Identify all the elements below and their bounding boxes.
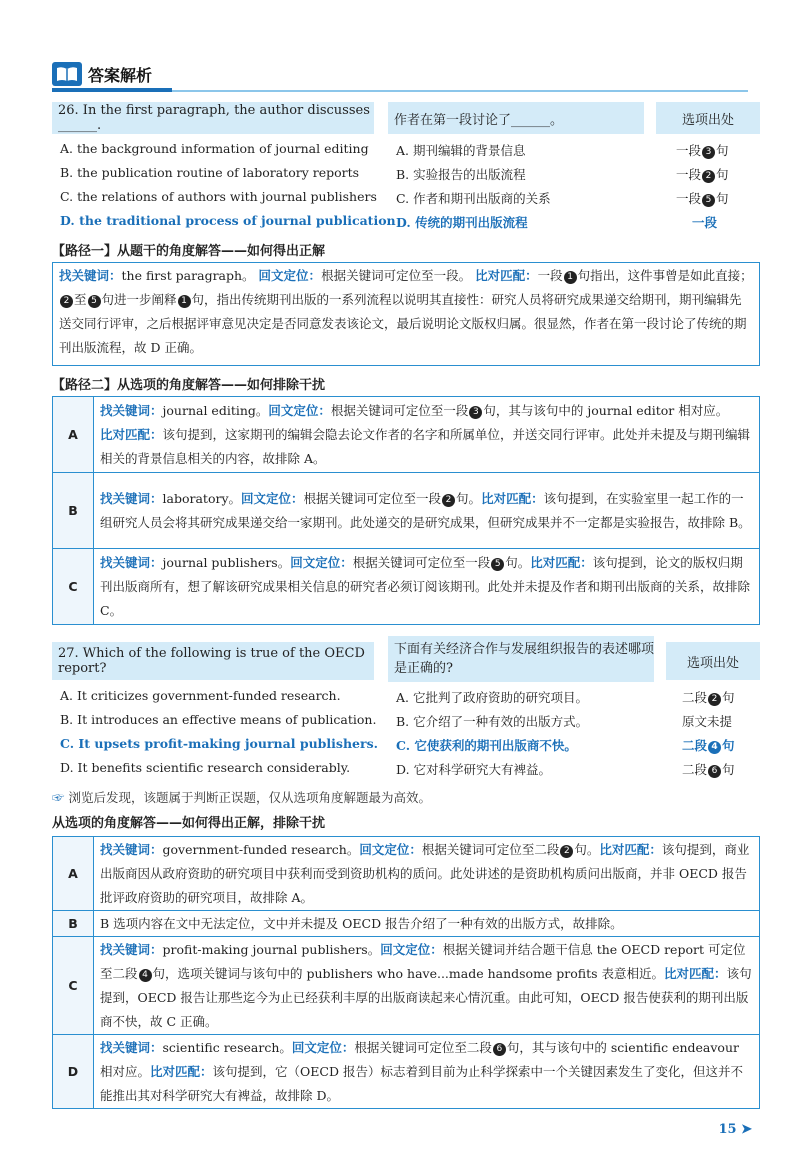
option-analysis [94,937,760,1035]
q26-path1-panel [52,262,760,366]
match-text: 该句提到，商业出版商因从政府资助的研究项目中获利而受到资助机构的质问。此处讲述的是资助机构质问出版商，并非 OECD 报告批评政府资助的研究项目，故排除 A。 [100,841,750,905]
src-pre: 一段 [676,143,702,158]
q27-source-header-text: 选项出处 [686,655,739,671]
locate-text: 句，其与该句中的 scientific endeavour 相对应。 [100,1039,739,1079]
label-match: 比对匹配： [475,268,538,283]
q26-option-a-source [676,141,729,159]
label-locate: 回文定位： [241,490,304,506]
keyword-text: government-funded research。 [162,841,360,857]
locate-text: 根据关键词可定位至二段 [354,1039,492,1055]
book-icon [52,62,82,86]
page-number [718,1122,752,1137]
locate-text: 根据关键词可定位至一段 [303,490,442,506]
label-match: 比对匹配： [150,1063,213,1079]
sentence-number-badge: 3 [469,406,482,419]
label-locate: 回文定位： [359,841,422,857]
src-pre: 一段 [676,191,702,206]
q26-option-c-source [676,189,729,207]
keyword-text: laboratory。 [162,490,242,506]
label-match: 比对匹配： [100,426,163,442]
table-row [53,473,760,549]
match-text: 句指出，这件事曾是如此直接； [577,268,753,283]
sentence-number-badge: 2 [560,845,573,858]
sentence-number-badge: 5 [88,295,101,308]
pointing-hand-icon: ☞ [52,790,65,805]
option-key: B [53,473,94,549]
q27-stem-cn [388,636,654,682]
label-locate: 回文定位： [268,402,331,418]
locate-text: 句，选项关键词与该句中的 publishers who have...made handsome profits 表意相近。 [152,965,665,981]
label-match: 比对匹配： [599,841,662,857]
q27-stem-en [52,642,374,680]
q26-option-a-cn: A. 期刊编辑的背景信息 [396,143,526,158]
sentence-number-badge: 2 [702,170,715,183]
locate-text: 句，其与该句中的 journal editor 相对应。 [483,402,729,418]
sentence-number-badge: 3 [702,146,715,159]
keyword-text: journal publishers。 [162,554,291,570]
match-text: 该句提到，这家期刊的编辑会隐去论文作者的名字和所属单位，并送交同行评审。此处并未提及与期刊编辑相关的背景信息相关的内容，故排除 A。 [100,426,751,466]
keyword-text: scientific research。 [162,1039,292,1055]
option-analysis [94,1035,760,1109]
option-key: A [53,397,94,473]
q26-path2-title: 【路径二】从选项的角度解答——如何排除干扰 [52,378,326,393]
header-accent-bar [52,88,172,92]
q26-option-d-en: D. the traditional process of journal publication [60,213,396,228]
q27-stem-en-text: 27. Which of the following is true of the OECD report? [58,646,365,676]
table-row [53,837,760,911]
q26-option-a-en: A. the background information of journal editing [60,141,369,156]
option-analysis [94,549,760,625]
option-analysis [94,473,760,549]
src-post: 句 [722,762,735,777]
label-keyword: 找关键词： [59,268,122,283]
q27-analysis-table [52,836,760,1109]
q26-path2-table [52,396,760,625]
label-match: 比对匹配： [530,554,593,570]
label-locate: 回文定位： [258,268,322,283]
q26-option-b-cn: B. 实验报告的出版流程 [396,167,526,182]
sentence-number-badge: 2 [708,693,721,706]
keyword-text: profit-making journal publishers。 [162,941,381,957]
q27-option-b-en: B. It introduces an effective means of publication. [60,712,377,727]
table-row [53,397,760,473]
q26-stem-en [52,102,374,134]
q27-option-c-source [682,736,735,754]
q27-source-header [666,642,760,680]
table-row [53,937,760,1035]
q27-option-c-cn: C. 它使获利的期刊出版商不快。 [396,738,577,753]
match-text: 句，指出传统期刊出版的一系列流程以说明其直接性：研究人员将研究成果递交给期刊，期刊编辑先送交同行评审，之后根据评审意见决定是否同意发表该论文，最后说明论文版权归属。很显然，作者在第一段讨论了传统的期刊出版流程，故 D 正确。 [59,292,747,355]
match-text: 该句提到，在实验室里一起工作的一组研究人员会将其研究成果递交给一家期刊。此处递交的是研究成果，但研究成果并不一定都是实验报告，故排除 B。 [100,490,751,530]
label-keyword: 找关键词： [100,1039,163,1055]
q26-option-b-source [676,165,729,183]
label-keyword: 找关键词： [100,841,163,857]
option-analysis: B 选项内容在文中无法定位，文中并未提及 OECD 报告介绍了一种有效的出版方式，故排除。 [94,911,760,937]
q27-option-c-en: C. It upsets profit-making journal publishers. [60,736,378,751]
q26-path1-title: 【路径一】从题干的角度解答——如何得出正解 [52,244,326,259]
src-post: 句 [722,738,735,753]
sentence-number-badge: 6 [708,765,721,778]
option-analysis [94,837,760,911]
q27-tip [52,788,431,806]
src-pre: 二段 [682,738,708,753]
section-header [52,62,152,86]
q27-option-d-cn: D. 它对科学研究大有裨益。 [396,762,552,777]
sentence-number-badge: 1 [564,271,577,284]
match-text: 句进一步阐释 [101,292,177,307]
section-title: 答案解析 [88,65,153,85]
locate-text: 句。 [456,490,482,506]
option-key: D [53,1035,94,1109]
label-locate: 回文定位： [290,554,353,570]
q27-option-d-source [682,760,735,778]
locate-text: 根据关键词可定位至一段 [352,554,491,570]
label-keyword: 找关键词： [100,554,163,570]
match-text: 一段 [537,268,563,283]
table-row [53,911,760,937]
q26-stem-en-text: 26. In the first paragraph, the author discusses ______. [58,103,370,133]
q27-path-title: 从选项的角度解答——如何得出正解，排除干扰 [52,816,326,831]
sentence-number-badge: 5 [491,558,504,571]
q27-option-a-cn: A. 它批判了政府资助的研究项目。 [396,690,588,705]
q27-option-a-en: A. It criticizes government-funded research. [60,688,341,703]
locate-text: 根据关键词可定位至一段。 [321,268,472,283]
label-locate: 回文定位： [291,1039,355,1055]
table-row [53,1035,760,1109]
locate-text: 根据关键词可定位至二段 [421,841,560,857]
locate-text: 根据关键词并结合题干信息 the OECD report 可定位至二段 [100,941,746,981]
keyword-text: the first paragraph。 [121,268,255,283]
q26-option-d-cn: D. 传统的期刊出版流程 [396,215,528,230]
sentence-number-badge: 6 [493,1043,506,1056]
label-match: 比对匹配： [481,490,544,506]
src-pre: 一段 [676,167,702,182]
match-text: 该句提到，论文的版权归期刊出版商所有，想了解该研究成果相关信息的研究者必须订阅该期刊。此处并未提及作者和期刊出版商的关系，故排除 C。 [100,554,751,618]
option-key: C [53,549,94,625]
tip-text: 浏览后发现，该题属于判断正误题，仅从选项角度解题最为高效。 [68,790,432,805]
option-key: C [53,937,94,1035]
locate-text: 句。 [505,554,531,570]
match-text: 该句提到，它（OECD 报告）标志着到目前为止科学探索中一个关键因素发生了变化，但这并不能推出其对科学研究大有裨益，故排除 D。 [100,1063,743,1103]
q26-option-c-en: C. the relations of authors with journal publishers [60,189,377,204]
q26-source-header [656,102,760,134]
label-locate: 回文定位： [380,941,443,957]
sentence-number-badge: 5 [702,194,715,207]
q27-option-d-en: D. It benefits scientific research considerably. [60,760,351,775]
table-row [53,549,760,625]
q26-source-header-text: 选项出处 [681,112,734,128]
q26-stem-cn-text: 作者在第一段讨论了______。 [394,112,564,128]
q26-option-b-en: B. the publication routine of laboratory reports [60,165,360,180]
src-post: 句 [722,690,735,705]
label-keyword: 找关键词： [100,402,163,418]
sentence-number-badge: 4 [139,969,152,982]
src-pre: 二段 [682,762,708,777]
locate-text: 根据关键词可定位至一段 [330,402,469,418]
q27-option-b-source: 原文未提 [682,714,733,729]
q27-option-a-source [682,688,735,706]
match-text: 至 [74,292,87,307]
label-keyword: 找关键词： [100,941,163,957]
option-key: B [53,911,94,937]
src-pre: 二段 [682,690,708,705]
page-arrow-icon: ➤ [741,1122,752,1137]
match-text: 该句提到，OECD 报告让那些迄今为止已经获利丰厚的出版商读起来心情沉重。由此可知，OECD 报告使获利的期刊出版商不快，故 C 正确。 [100,965,752,1029]
sentence-number-badge: 2 [60,295,73,308]
label-keyword: 找关键词： [100,490,163,506]
q26-option-d-source: 一段 [692,215,718,230]
keyword-text: journal editing。 [162,402,269,418]
q27-option-b-cn: B. 它介绍了一种有效的出版方式。 [396,714,589,729]
sentence-number-badge: 2 [442,494,455,507]
option-analysis [94,397,760,473]
src-post: 句 [716,191,729,206]
sentence-number-badge: 1 [178,295,191,308]
q26-option-c-cn: C. 作者和期刊出版商的关系 [396,191,551,206]
src-post: 句 [716,167,729,182]
locate-text: 句。 [574,841,600,857]
src-post: 句 [716,143,729,158]
sentence-number-badge: 4 [708,741,721,754]
q26-stem-cn [388,102,644,134]
option-key: A [53,837,94,911]
page-number-text: 15 [718,1122,737,1137]
q27-stem-cn-text: 下面有关经济合作与发展组织报告的表述哪项是正确的? [394,642,655,676]
label-match: 比对匹配： [664,965,727,981]
